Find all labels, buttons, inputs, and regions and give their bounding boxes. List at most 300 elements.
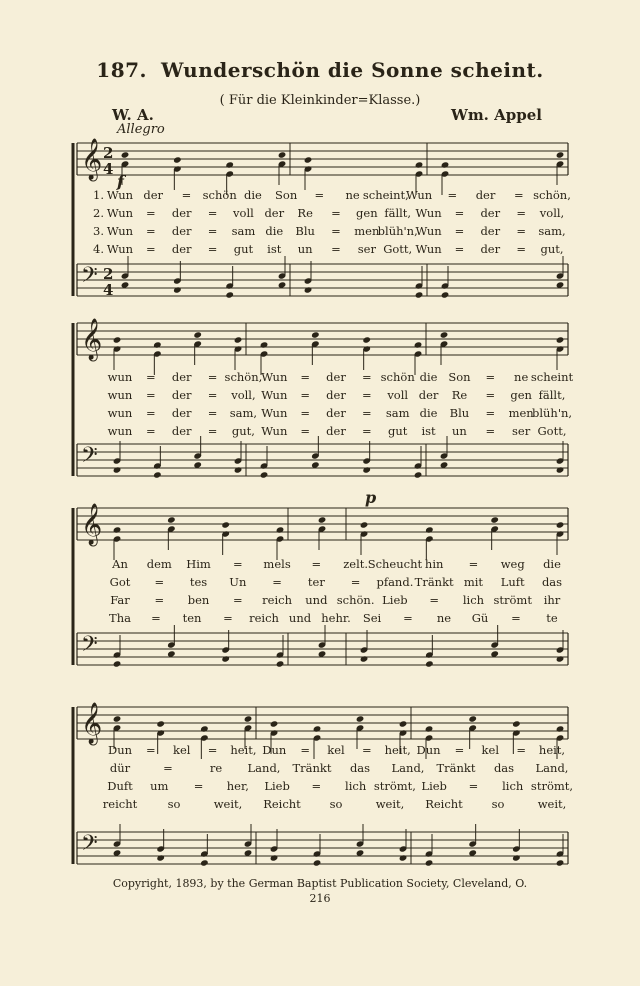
lyric-syllable: pfand. [376, 575, 414, 589]
lyric-syllable: = [331, 206, 341, 220]
lyric-syllable: Gü [471, 611, 489, 625]
lyric-syllable: = [300, 370, 310, 384]
lyric-syllable: wun [107, 370, 133, 384]
note-head [360, 521, 369, 528]
note-head [313, 725, 322, 732]
note-head [173, 156, 182, 163]
lyric-syllable: = [485, 388, 496, 402]
lyric-syllable: Far [110, 593, 130, 607]
lyric-syllable: = [146, 388, 156, 402]
lyric-syllable: Sei [362, 611, 382, 625]
lyric-syllable: mels [263, 557, 291, 571]
lyric-syllable: blüh'n, [531, 406, 573, 420]
lyric-syllable: lich [462, 593, 485, 607]
treble-clef: 𝄞 [81, 504, 103, 545]
lyric-syllable: gut [233, 242, 254, 256]
lyric-syllable: wun [107, 424, 133, 438]
lyric-syllable: reich [249, 611, 279, 625]
note-head [221, 521, 230, 528]
note-head [156, 720, 165, 727]
lyric-syllable: Reicht [263, 797, 301, 811]
lyric-syllable: Luft [500, 575, 525, 589]
lyric-syllable: Tränkt [292, 761, 332, 775]
lyric-syllable: = [362, 743, 372, 757]
note-head [113, 526, 122, 533]
lyric-syllable: = [362, 406, 372, 420]
lyric-syllable: = [146, 406, 156, 420]
lyric-syllable: Him [186, 557, 211, 571]
lyric-syllable: = [516, 224, 526, 238]
lyric-syllable: dem [146, 557, 172, 571]
lyric-syllable: = [146, 743, 156, 757]
note-head [441, 161, 450, 168]
lyric-syllable: schön. [336, 593, 375, 607]
lyric-syllable: schön, [224, 370, 263, 384]
lyric-syllable: ser [512, 424, 531, 438]
lyric-syllable: lich [345, 779, 367, 793]
lyric-syllable: = [207, 388, 218, 402]
lyric-syllable: fällt, [538, 388, 566, 402]
note-head [362, 466, 371, 473]
lyric-syllable: blüh'n, [377, 224, 418, 238]
lyric-syllable: = [207, 224, 218, 238]
lyric-syllable: ne [345, 188, 360, 202]
note-head [313, 859, 322, 866]
copyright-notice: Copyright, 1893, by the German Baptist Publication Society, Cleveland, O. [112, 877, 528, 890]
lyric-syllable: fällt, [384, 206, 412, 220]
note-head [556, 725, 565, 732]
note-head [225, 291, 234, 298]
note-head [260, 471, 269, 478]
note-head [234, 336, 243, 343]
lyric-syllable: Wun [415, 206, 442, 220]
lyric-syllable: men [354, 224, 380, 238]
lyric-syllable: = [146, 242, 156, 256]
note-head [318, 516, 327, 523]
lyric-syllable: Wun [261, 406, 288, 420]
lyric-syllable: weit, [375, 797, 405, 811]
dynamic-piano: p [365, 488, 377, 507]
lyric-syllable: weit, [537, 797, 567, 811]
lyric-syllable: die [419, 406, 438, 420]
lyric-syllable: der [171, 224, 192, 238]
time-signature-top: 2 [103, 265, 114, 283]
treble-clef: 𝄞 [81, 319, 103, 360]
note-head [153, 341, 162, 348]
bass-clef: 𝄢 [81, 831, 98, 861]
note-head [468, 715, 477, 722]
lyric-syllable: der [326, 370, 346, 384]
lyric-syllable: tes [189, 575, 208, 589]
note-head [276, 526, 285, 533]
lyric-syllable: Land, [247, 761, 281, 775]
note-head [556, 336, 565, 343]
lyric-syllable: = [485, 406, 496, 420]
lyric-syllable: so [167, 797, 181, 811]
lyric-syllable: = [232, 593, 243, 607]
lyric-syllable: gen [356, 206, 378, 220]
lyric-syllable: Wun [415, 224, 442, 238]
lyric-syllable: das [349, 761, 371, 775]
lyric-syllable: = [272, 575, 282, 589]
lyric-syllable: Wun [261, 370, 288, 384]
lyric-syllable: das [493, 761, 515, 775]
lyric-syllable: gut, [231, 424, 255, 438]
lyric-syllable: Son [448, 370, 471, 384]
lyric-syllable: Gott, [537, 424, 567, 438]
note-head [415, 161, 424, 168]
lyric-syllable: sam, [538, 224, 566, 238]
lyric-syllable: Gott, [383, 242, 413, 256]
lyric-syllable: = [513, 188, 524, 202]
lyric-syllable: re [209, 761, 223, 775]
note-head [311, 331, 320, 338]
lyric-syllable: = [468, 779, 479, 793]
lyric-syllable: = [154, 575, 165, 589]
note-head [173, 286, 182, 293]
lyric-syllable: Wun [106, 188, 134, 202]
lyric-syllable: Wun [405, 188, 433, 202]
lyric-syllable: ben [187, 593, 210, 607]
lyric-syllable: = [516, 206, 526, 220]
note-head [200, 725, 209, 732]
lyric-syllable: = [207, 370, 218, 384]
note-head [113, 660, 122, 667]
lyric-syllable: ihr [543, 593, 561, 607]
lyric-syllable: dür [109, 761, 131, 775]
lyric-syllable: = [154, 593, 165, 607]
lyric-syllable: Son [275, 188, 298, 202]
lyric-syllable: die [543, 557, 561, 571]
lyric-syllable: Wun [261, 424, 288, 438]
lyric-syllable: Wun [261, 388, 288, 402]
note-head [425, 859, 434, 866]
note-head [225, 161, 234, 168]
lyric-syllable: der [480, 224, 501, 238]
note-head [270, 720, 279, 727]
note-head [414, 471, 423, 478]
lyric-syllable: Dun [107, 743, 133, 757]
lyric-syllable: = [300, 743, 310, 757]
lyric-syllable: hin [424, 557, 444, 571]
composer-credit: Wm. Appel [450, 106, 542, 124]
lyric-syllable: = [485, 370, 496, 384]
lyric-syllable: = [468, 557, 479, 571]
note-head [512, 854, 521, 861]
lyric-syllable: Wun [106, 206, 134, 220]
lyric-syllable: ten [182, 611, 202, 625]
lyric-syllable: = [146, 370, 156, 384]
lyric-syllable: sam [231, 224, 256, 238]
lyric-syllable: strömt, [530, 779, 574, 793]
lyric-syllable: und [305, 593, 328, 607]
note-head [113, 466, 122, 473]
lyric-syllable: = [403, 611, 413, 625]
lyric-syllable: men [508, 406, 534, 420]
note-head [276, 660, 285, 667]
lyric-syllable: = [300, 424, 310, 438]
lyric-syllable: = [350, 575, 361, 589]
lyric-syllable: = [362, 424, 372, 438]
lyric-syllable: gen [510, 388, 532, 402]
lyric-syllable: so [491, 797, 505, 811]
verse-number: 4. [93, 242, 104, 256]
lyric-syllable: Got [109, 575, 131, 589]
lyric-syllable: Re [297, 206, 313, 220]
note-head [221, 655, 230, 662]
lyric-syllable: Scheucht [367, 557, 423, 571]
note-head [121, 151, 130, 158]
lyric-syllable: heit, [538, 743, 566, 757]
lyric-syllable: = [516, 242, 526, 256]
lyric-syllable: = [331, 242, 341, 256]
note-head [414, 341, 423, 348]
lyric-syllable: = [454, 242, 465, 256]
lyric-syllable: heit, [384, 743, 411, 757]
lyric-syllable: = [454, 224, 465, 238]
note-head [556, 521, 565, 528]
lyric-syllable: = [331, 224, 341, 238]
lyric-syllable: gut [388, 424, 408, 438]
note-head [193, 331, 202, 338]
lyric-syllable: Tha [109, 611, 131, 625]
verse-number: 3. [93, 224, 104, 238]
lyric-syllable: der [171, 242, 192, 256]
lyric-syllable: sam [385, 406, 410, 420]
lyric-syllable: = [146, 224, 156, 238]
lyric-syllable: weg [500, 557, 525, 571]
lyric-syllable: Re [451, 388, 468, 402]
lyric-syllable: = [193, 779, 204, 793]
lyric-syllable: heit, [230, 743, 257, 757]
lyric-syllable: voll [387, 388, 409, 402]
note-head [362, 336, 371, 343]
lyric-syllable: der [480, 206, 501, 220]
lyricist-credit: W. A. [112, 106, 154, 124]
lyric-syllable: der [171, 206, 192, 220]
lyric-syllable: Duft [107, 779, 133, 793]
lyric-syllable: = [163, 761, 173, 775]
lyric-syllable: um [150, 779, 169, 793]
lyric-syllable: = [223, 611, 233, 625]
note-head [167, 516, 176, 523]
note-head [113, 715, 122, 722]
lyric-syllable: Tränkt [436, 761, 476, 775]
lyric-syllable: wun [107, 406, 133, 420]
lyric-syllable: Lieb [421, 779, 447, 793]
lyric-syllable: = [429, 593, 439, 607]
lyric-syllable: = [207, 206, 218, 220]
lyric-syllable: Blu [295, 224, 315, 238]
treble-clef: 𝄞 [81, 139, 103, 180]
lyric-syllable: schön [202, 188, 237, 202]
lyric-syllable: reich [262, 593, 292, 607]
note-head [425, 725, 434, 732]
lyric-syllable: reicht [102, 797, 138, 811]
lyric-syllable: ist [267, 242, 282, 256]
lyric-syllable: strömt, [373, 779, 416, 793]
lyric-syllable: der [171, 424, 192, 438]
lyric-syllable: voll [233, 206, 254, 220]
hymn-subtitle: ( Für die Kleinkinder=Klasse.) [219, 93, 421, 108]
note-head [270, 854, 279, 861]
lyric-syllable: = [207, 743, 218, 757]
lyric-syllable: Blu [449, 406, 470, 420]
note-head [304, 156, 313, 163]
lyric-syllable: der [171, 388, 192, 402]
note-head [425, 660, 434, 667]
lyric-syllable: = [362, 388, 372, 402]
lyric-syllable: her, [226, 779, 249, 793]
lyric-syllable: der [326, 388, 346, 402]
lyric-syllable: Wun [106, 242, 134, 256]
note-head [156, 854, 165, 861]
lyric-syllable: schön, [533, 188, 571, 202]
lyric-syllable: = [300, 388, 310, 402]
lyric-syllable: kel [172, 743, 191, 757]
lyric-syllable: voll, [539, 206, 565, 220]
note-head [415, 291, 424, 298]
bass-clef: 𝄢 [81, 443, 98, 473]
time-signature-bottom: 4 [103, 160, 114, 178]
note-head [360, 655, 369, 662]
lyric-syllable: Wun [106, 224, 134, 238]
lyric-syllable: mit [463, 575, 484, 589]
lyric-syllable: scheint, [362, 188, 409, 202]
lyric-syllable: = [485, 424, 496, 438]
note-head [244, 715, 253, 722]
lyric-syllable: kel [327, 743, 345, 757]
lyric-syllable: = [207, 424, 218, 438]
note-head [234, 466, 243, 473]
lyric-syllable: = [207, 406, 218, 420]
lyric-syllable: = [207, 242, 218, 256]
time-signature-bottom: 4 [103, 281, 114, 299]
lyric-syllable: der [418, 388, 439, 402]
lyric-syllable: kel [481, 743, 500, 757]
lyric-syllable: Wun [415, 242, 442, 256]
lyric-syllable: Un [229, 575, 247, 589]
hymn-number: 187. [96, 58, 148, 82]
lyric-syllable: ne [514, 370, 529, 384]
lyric-syllable: scheint [530, 370, 574, 384]
note-head [260, 341, 269, 348]
note-head [304, 286, 313, 293]
note-head [512, 720, 521, 727]
lyric-syllable: Land, [391, 761, 425, 775]
lyric-syllable: der [264, 206, 285, 220]
lyric-syllable: voll, [231, 388, 256, 402]
note-head [200, 859, 209, 866]
lyric-syllable: = [511, 611, 521, 625]
note-head [113, 336, 122, 343]
lyric-syllable: gut, [540, 242, 564, 256]
note-head [153, 471, 162, 478]
page-number: 216 [309, 892, 331, 905]
lyric-syllable: = [300, 406, 310, 420]
tempo-marking: Allegro [117, 122, 165, 137]
lyric-syllable: die [419, 370, 438, 384]
lyric-syllable: sam, [229, 406, 258, 420]
note-head [425, 526, 434, 533]
note-head [490, 516, 499, 523]
note-head [441, 291, 450, 298]
lyric-syllable: Dun [416, 743, 441, 757]
lyric-syllable: der [326, 406, 346, 420]
lyric-syllable: Land, [535, 761, 569, 775]
lyric-syllable: un [297, 242, 313, 256]
lyric-syllable: der [143, 188, 164, 202]
lyric-syllable: ser [357, 242, 376, 256]
lyric-syllable: = [146, 206, 156, 220]
lyric-syllable: lich [502, 779, 524, 793]
lyric-syllable: Dun [262, 743, 287, 757]
note-head [356, 715, 365, 722]
lyric-syllable: der [475, 188, 496, 202]
lyric-syllable: hehr. [321, 611, 351, 625]
lyric-syllable: = [181, 188, 192, 202]
lyric-syllable: ne [436, 611, 452, 625]
hymn-title-text: Wunderschön die Sonne scheint. [161, 58, 544, 82]
lyric-syllable: der [171, 406, 192, 420]
lyric-syllable: ter [307, 575, 325, 589]
note-head [399, 720, 408, 727]
lyric-syllable: wun [107, 388, 133, 402]
note-head [440, 331, 449, 338]
lyric-syllable: = [311, 779, 322, 793]
lyric-syllable: = [146, 424, 156, 438]
treble-clef: 𝄞 [81, 703, 103, 744]
lyric-syllable: = [362, 370, 372, 384]
lyric-syllable: der [480, 242, 501, 256]
lyric-syllable: = [232, 557, 243, 571]
note-head [556, 655, 565, 662]
lyric-syllable: = [314, 188, 325, 202]
lyric-syllable: Lieb [382, 593, 408, 607]
lyric-syllable: te [546, 611, 558, 625]
lyric-syllable: = [454, 206, 465, 220]
bass-clef: 𝄢 [81, 632, 98, 662]
lyric-syllable: = [454, 743, 465, 757]
lyric-syllable: der [326, 424, 346, 438]
dynamic-forte: f [117, 172, 124, 191]
lyric-syllable: das [541, 575, 563, 589]
lyric-syllable: und [288, 611, 312, 625]
verse-number: 1. [93, 188, 104, 202]
verse-number: 2. [93, 206, 104, 220]
time-signature-top: 2 [103, 144, 114, 162]
lyric-syllable: = [311, 557, 322, 571]
note-head [399, 854, 408, 861]
bass-clef: 𝄢 [81, 263, 98, 293]
lyric-syllable: Reicht [425, 797, 463, 811]
lyric-syllable: weit, [213, 797, 243, 811]
lyric-syllable: un [452, 424, 467, 438]
note-head [556, 859, 565, 866]
lyric-syllable: = [151, 611, 161, 625]
note-head [556, 151, 565, 158]
note-head [556, 466, 565, 473]
lyric-syllable: ist [421, 424, 436, 438]
lyric-syllable: schön [380, 370, 415, 384]
lyric-syllable: so [329, 797, 343, 811]
lyric-syllable: die [243, 188, 262, 202]
lyric-syllable: Tränkt [414, 575, 454, 589]
lyric-syllable: zelt. [343, 557, 369, 571]
lyric-syllable: strömt [493, 593, 532, 607]
note-head [278, 151, 287, 158]
lyric-syllable: An [112, 557, 128, 571]
